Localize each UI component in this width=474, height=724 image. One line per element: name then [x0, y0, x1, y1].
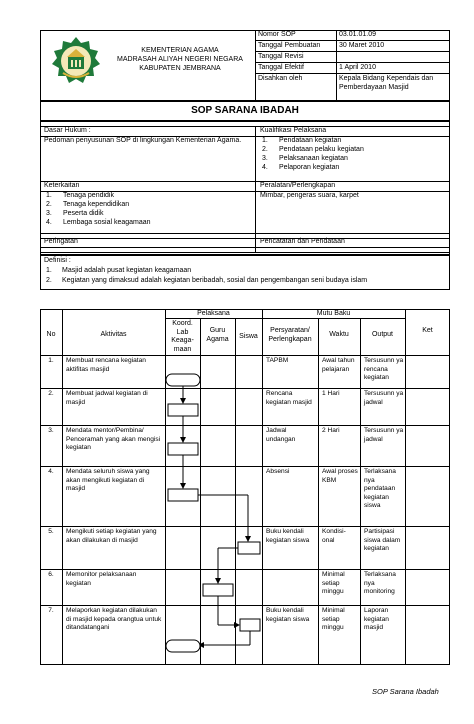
row-no: 2. [48, 390, 54, 397]
keterkaitan-item: Peserta didik [63, 210, 104, 217]
row-output: Partisipasi siswa dalam kegiatan [364, 528, 401, 552]
header-aktivitas: Aktivitas [100, 331, 127, 338]
kualifikasi-item: Pelaporan kegiatan [279, 164, 340, 171]
row-output: Tersusunn ya jadwal [364, 427, 404, 443]
row-waktu: 2 Hari [322, 427, 340, 434]
row-aktivitas: Mendata seluruh siswa yang akan mengikuti kegiatan di masjid [66, 468, 150, 492]
row-no: 6. [48, 571, 54, 578]
kualifikasi-label: Kualifikasi Pelaksana [260, 127, 327, 134]
org-line-3: KABUPATEN JEMBRANA [139, 65, 221, 72]
row-waktu: Kondisi-onal [322, 528, 346, 544]
info-value-efektif: 1 April 2010 [339, 64, 376, 71]
info-value-disahkan: Kepala Bidang Kependais dan Pemberdayaan Masjid [339, 75, 434, 91]
row-output: Tersusunn ya rencana kegiatan [364, 357, 404, 381]
definisi-item: Kegiatan yang dimaksud adalah kegiatan beribadah, sosial dan pengembangan seni budaya islam [62, 277, 368, 284]
header-siswa: Siswa [239, 333, 258, 340]
row-aktivitas: Melaporkan kegiatan dilakukan di masjid kepada orangtua untuk ditandatangani [66, 607, 162, 631]
keterkaitan-item: Tenaga pendidik [63, 192, 114, 199]
info-value-nomor: 03.01.01.09 [339, 31, 376, 38]
row-waktu: Minimal setiap minggu [322, 571, 345, 595]
header-pelaksana: Pelaksana [197, 310, 230, 317]
info-label-efektif: Tanggal Efektif [258, 64, 304, 71]
row-persyaratan: Buku kendali kegiatan siswa [266, 607, 310, 623]
row-no: 5. [48, 528, 54, 535]
kualifikasi-item: Pelaksanaan kegiatan [279, 155, 348, 162]
row-waktu: Awal proses KBM [322, 468, 358, 484]
info-label-pembuatan: Tanggal Pembuatan [258, 42, 321, 49]
keterkaitan-item: Tenaga kependidikan [63, 201, 130, 208]
row-waktu: Awal tahun pelajaran [322, 357, 355, 373]
row-aktivitas: Mengikuti setiap kegiatan yang akan dilakukan di masjid [66, 528, 157, 544]
row-no: 3. [48, 427, 54, 434]
kualifikasi-item: Pendataan pelaku kegiatan [279, 146, 364, 153]
row-aktivitas: Memonitor pelaksanaan kegiatan [66, 571, 137, 587]
header-output: Output [371, 331, 393, 338]
row-waktu: Minimal setiap minggu [322, 607, 345, 631]
header-guru: Guru Agama [206, 327, 229, 343]
row-output: Laporan kegiatan masjid [364, 607, 389, 631]
row-persyaratan: Buku kendali kegiatan siswa [266, 528, 310, 544]
peralatan-label: Peralatan/Perlengkapan [260, 182, 336, 189]
pencatatan-label: Pencatatan dan Pendataan [260, 238, 345, 245]
info-label-revisi: Tanggal Revisi [258, 53, 304, 60]
header-koord: Koord. Lab Keaga-maan [171, 320, 194, 353]
info-label-disahkan: Disahkan oleh [258, 75, 303, 82]
dasar-hukum-label: Dasar Hukum : [44, 127, 91, 134]
row-persyaratan: Jadwal undangan [266, 427, 296, 443]
logo-emblem-icon [50, 35, 102, 87]
definisi-label: Definisi : [44, 257, 71, 264]
header-mutu-baku: Mutu Baku [316, 310, 351, 317]
row-no: 4. [48, 468, 54, 475]
keterkaitan-label: Keterkaitan [44, 182, 80, 189]
row-persyaratan: Rencana kegiatan masjid [266, 390, 312, 406]
header-persyaratan: Persyaratan/ Perlengkapan [268, 327, 312, 343]
dasar-hukum-text: Pedoman penyusunan SOP di lingkungan Kementerian Agama. [44, 137, 242, 144]
kemenag-logo [50, 35, 102, 87]
row-output: Terlaksana nya monitoring [364, 571, 396, 595]
kualifikasi-item: Pendataan kegiatan [279, 137, 342, 144]
row-aktivitas: Mendata mentor/Pembina/ Penceramah yang akan mengisi kegiatan [66, 427, 161, 451]
row-no: 7. [48, 607, 54, 614]
header-no: No [46, 331, 56, 338]
row-waktu: 1 Hari [322, 390, 340, 397]
info-label-nomor: Nomor SOP [258, 31, 296, 38]
row-persyaratan: TAPBM [266, 357, 289, 364]
keterkaitan-item: Lembaga sosial keagamaan [63, 219, 151, 226]
org-line-2: MADRASAH ALIYAH NEGERI NEGARA [117, 56, 243, 63]
row-aktivitas: Membuat jadwal kegiatan di masjid [66, 390, 148, 406]
row-output: Tersusunn ya jadwal [364, 390, 404, 406]
row-aktivitas: Membuat rencana kegiatan aktifitas masjid [66, 357, 146, 373]
row-output: Terlaksana nya pendataan kegiatan siswa [364, 468, 396, 509]
info-value-pembuatan: 30 Maret 2010 [339, 42, 385, 49]
peringatan-label: Peringatan [44, 238, 78, 245]
header-ket: Ket [422, 327, 433, 334]
row-persyaratan: Absensi [266, 468, 290, 475]
definisi-item: Masjid adalah pusat kegiatan keagamaan [62, 267, 192, 274]
page-title: SOP SARANA IBADAH [191, 105, 299, 116]
header-waktu: Waktu [329, 331, 349, 338]
row-no: 1. [48, 357, 54, 364]
org-line-1: KEMENTERIAN AGAMA [141, 47, 219, 54]
peralatan-text: Mimbar, pengeras suara, karpet [260, 192, 359, 199]
footer-text: SOP Sarana Ibadah [372, 687, 439, 696]
